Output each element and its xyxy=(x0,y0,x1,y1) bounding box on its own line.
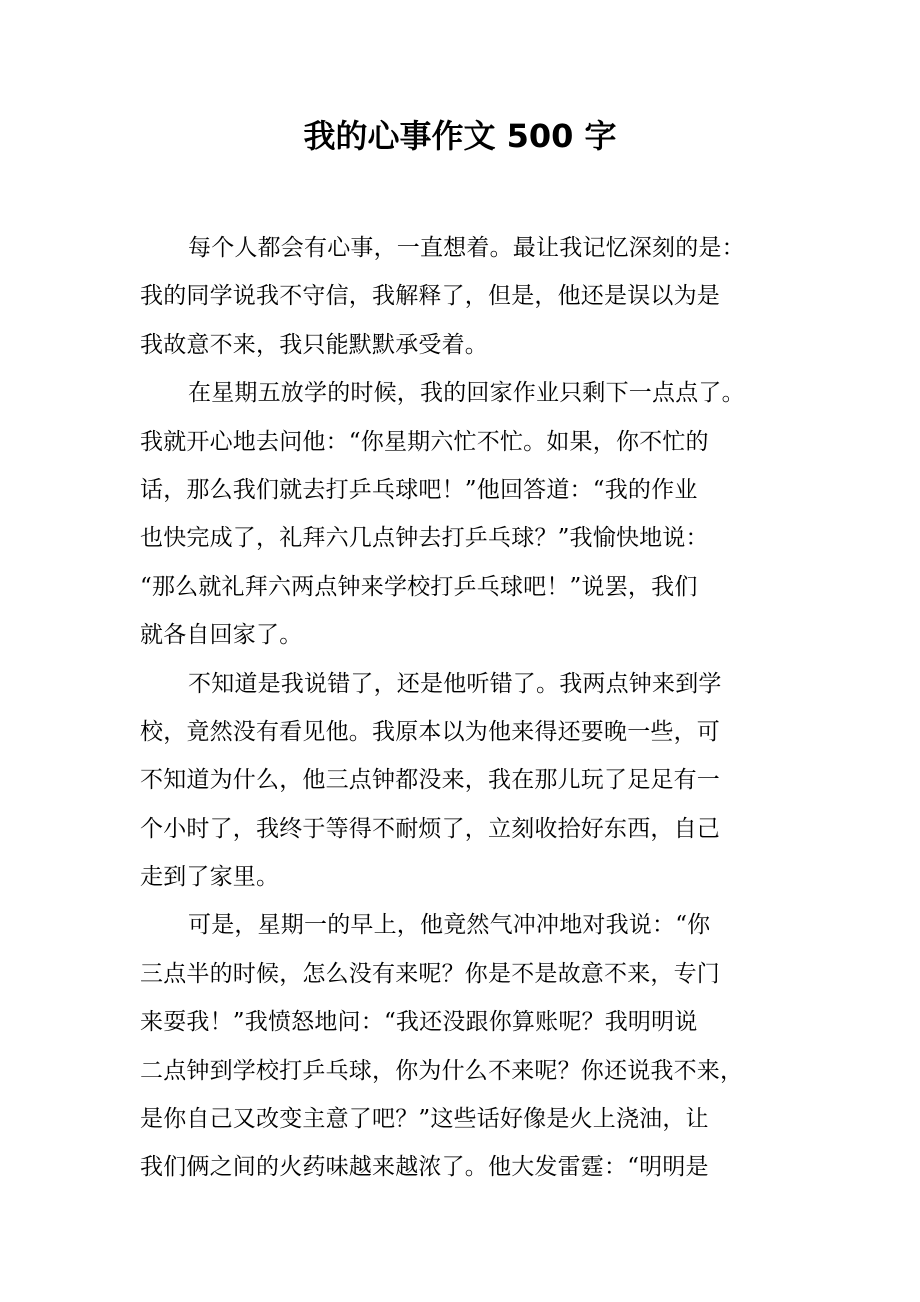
text-line: 我就开心地去问他：“你星期六忙不忙。如果，你不忙的 xyxy=(140,428,709,455)
text-line: 来耍我！”我愤怒地问：“我还没跟你算账呢？我明明说 xyxy=(140,1009,698,1036)
text-line: 个小时了，我终于等得不耐烦了，立刻收拾好东西，自己 xyxy=(140,815,720,842)
text-line: 三点半的时候，怎么没有来呢？你是不是故意不来，专门 xyxy=(140,960,720,987)
text-line: 在星期五放学的时候，我的回家作业只剩下一点点了。 xyxy=(188,380,745,407)
text-line: “那么就礼拜六两点钟来学校打乒乓球吧！”说罢，我们 xyxy=(140,573,698,600)
text-line: 我的同学说我不守信，我解释了，但是，他还是误以为是 xyxy=(140,283,720,310)
text-line: 话，那么我们就去打乒乓球吧！”他回答道：“我的作业 xyxy=(140,476,698,503)
text-line: 不知道为什么，他三点钟都没来，我在那儿玩了足足有一 xyxy=(140,767,720,794)
text-line: 我故意不来，我只能默默承受着。 xyxy=(140,331,488,358)
page-title: 我的心事作文 500 字 xyxy=(303,117,617,155)
essay-body xyxy=(140,224,780,1192)
text-line: 我们俩之间的火药味越来越浓了。他大发雷霆：“明明是 xyxy=(140,1154,709,1181)
text-line: 也快完成了，礼拜六几点钟去打乒乓球？”我愉快地说： xyxy=(140,525,709,552)
text-line: 校，竟然没有看见他。我原本以为他来得还要晚一些，可 xyxy=(140,718,720,745)
text-line: 走到了家里。 xyxy=(140,864,280,891)
text-line: 每个人都会有心事，一直想着。最让我记忆深刻的是： xyxy=(188,235,745,261)
text-line: 不知道是我说错了，还是他听错了。我两点钟来到学 xyxy=(188,670,722,697)
text-line: 可是，星期一的早上，他竟然气冲冲地对我说：“你 xyxy=(188,912,711,939)
text-line: 二点钟到学校打乒乓球，你为什么不来呢？你还说我不来， xyxy=(140,1057,744,1084)
text-line: 就各自回家了。 xyxy=(140,622,303,649)
text-line: 是你自己又改变主意了吧？”这些话好像是火上浇油，让 xyxy=(140,1106,709,1133)
